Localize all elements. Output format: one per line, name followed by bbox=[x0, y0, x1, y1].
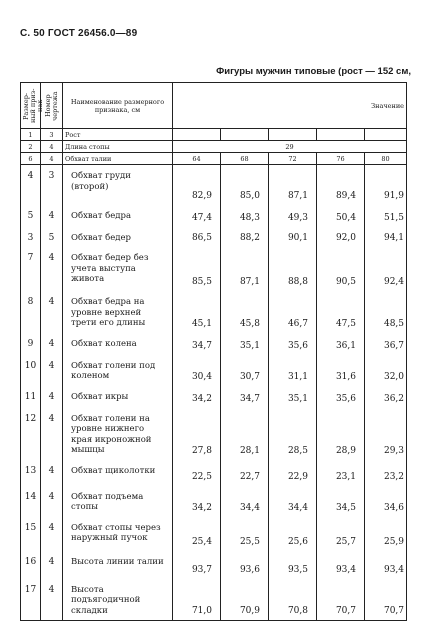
feature-value: 34,4 bbox=[221, 486, 269, 517]
table-row bbox=[21, 486, 407, 517]
feature-value: 35,6 bbox=[317, 386, 365, 408]
drawing-number: 4 bbox=[41, 247, 63, 291]
drawing-number: 4 bbox=[41, 291, 63, 333]
feature-name: Обхват талии bbox=[63, 153, 173, 165]
feature-value: 30,4 bbox=[173, 355, 221, 386]
feature-value bbox=[317, 129, 365, 141]
table-row bbox=[21, 579, 407, 621]
table-row bbox=[21, 165, 407, 205]
feature-value: 36,2 bbox=[365, 386, 407, 408]
feature-value bbox=[221, 129, 269, 141]
feature-name: Обхват подъема стопы bbox=[63, 486, 173, 517]
feature-value: 34,2 bbox=[173, 386, 221, 408]
feature-value: 22,7 bbox=[221, 460, 269, 486]
feature-name: Длина стопы bbox=[63, 141, 173, 153]
feature-value: 89,4 bbox=[317, 165, 365, 205]
feature-value: 23,1 bbox=[317, 460, 365, 486]
feature-value: 32,0 bbox=[365, 355, 407, 386]
feature-value: 35,1 bbox=[269, 386, 317, 408]
feature-value: 34,4 bbox=[269, 486, 317, 517]
feature-value: 72 bbox=[269, 153, 317, 165]
feature-value: 70,8 bbox=[269, 579, 317, 621]
feature-value: 28,5 bbox=[269, 408, 317, 460]
feature-value: 50,4 bbox=[317, 205, 365, 227]
feature-value: 31,6 bbox=[317, 355, 365, 386]
feature-number: 3 bbox=[21, 227, 41, 248]
feature-value: 34,2 bbox=[173, 486, 221, 517]
drawing-number: 4 bbox=[41, 460, 63, 486]
feature-value: 23,2 bbox=[365, 460, 407, 486]
feature-value: 45,8 bbox=[221, 291, 269, 333]
feature-value bbox=[269, 129, 317, 141]
feature-number: 11 bbox=[21, 386, 41, 408]
feature-name: Обхват стопы через наружный пучок bbox=[63, 517, 173, 551]
feature-value: 85,5 bbox=[173, 247, 221, 291]
feature-value: 48,3 bbox=[221, 205, 269, 227]
feature-value: 76 bbox=[317, 153, 365, 165]
table-row bbox=[21, 551, 407, 579]
feature-number: 9 bbox=[21, 333, 41, 355]
feature-number: 14 bbox=[21, 486, 41, 517]
table-row bbox=[21, 205, 407, 227]
table-row bbox=[21, 355, 407, 386]
drawing-number: 4 bbox=[41, 551, 63, 579]
feature-value: 25,4 bbox=[173, 517, 221, 551]
drawing-number: 4 bbox=[41, 408, 63, 460]
feature-value: 91,9 bbox=[365, 165, 407, 205]
feature-value: 68 bbox=[221, 153, 269, 165]
feature-value: 30,7 bbox=[221, 355, 269, 386]
table-row bbox=[21, 333, 407, 355]
feature-name: Обхват бедра на уровне верхней трети его длины bbox=[63, 291, 173, 333]
feature-value: 93,4 bbox=[365, 551, 407, 579]
table-row bbox=[21, 460, 407, 486]
feature-value: 34,6 bbox=[365, 486, 407, 517]
col-head-feature: Размер-ный приз-нак bbox=[21, 83, 41, 129]
feature-value: 93,6 bbox=[221, 551, 269, 579]
feature-number: 16 bbox=[21, 551, 41, 579]
feature-name: Обхват колена bbox=[63, 333, 173, 355]
feature-value: 27,8 bbox=[173, 408, 221, 460]
feature-value: 36,7 bbox=[365, 333, 407, 355]
drawing-number: 4 bbox=[41, 517, 63, 551]
col-head-value: Значение bbox=[173, 83, 407, 129]
feature-value: 25,9 bbox=[365, 517, 407, 551]
feature-value: 22,9 bbox=[269, 460, 317, 486]
feature-value: 85,0 bbox=[221, 165, 269, 205]
feature-number: 15 bbox=[21, 517, 41, 551]
table-header-row bbox=[21, 83, 407, 129]
drawing-number: 4 bbox=[41, 141, 63, 153]
feature-name: Обхват икры bbox=[63, 386, 173, 408]
feature-number: 1 bbox=[21, 129, 41, 141]
page-header: С. 50 ГОСТ 26456.0—89 bbox=[20, 28, 138, 39]
feature-name: Обхват груди (второй) bbox=[63, 165, 173, 205]
feature-value: 25,5 bbox=[221, 517, 269, 551]
feature-number: 13 bbox=[21, 460, 41, 486]
feature-name: Обхват щиколотки bbox=[63, 460, 173, 486]
col-head-name: Наименование размерного признака, см bbox=[63, 83, 173, 129]
feature-value: 47,5 bbox=[317, 291, 365, 333]
feature-value: 90,1 bbox=[269, 227, 317, 248]
feature-value: 49,3 bbox=[269, 205, 317, 227]
data-table bbox=[20, 82, 407, 621]
feature-name: Высота линии талии bbox=[63, 551, 173, 579]
feature-name: Обхват голени под коленом bbox=[63, 355, 173, 386]
feature-value: 92,0 bbox=[317, 227, 365, 248]
feature-number: 6 bbox=[21, 153, 41, 165]
feature-value: 87,1 bbox=[269, 165, 317, 205]
feature-value: 90,5 bbox=[317, 247, 365, 291]
feature-number: 5 bbox=[21, 205, 41, 227]
feature-value bbox=[173, 129, 221, 141]
feature-name: Обхват бедра bbox=[63, 205, 173, 227]
feature-value: 93,5 bbox=[269, 551, 317, 579]
feature-value: 93,4 bbox=[317, 551, 365, 579]
table-row bbox=[21, 227, 407, 248]
meta-row bbox=[21, 129, 407, 141]
feature-value: 34,7 bbox=[173, 333, 221, 355]
drawing-number: 4 bbox=[41, 579, 63, 621]
feature-value: 35,1 bbox=[221, 333, 269, 355]
feature-value: 82,9 bbox=[173, 165, 221, 205]
feature-value: 29 bbox=[173, 141, 407, 153]
table-row bbox=[21, 291, 407, 333]
feature-name: Высота подъягодичной складки bbox=[63, 579, 173, 621]
feature-value: 64 bbox=[173, 153, 221, 165]
feature-name: Обхват голени на уровне нижнего края икроножной мышцы bbox=[63, 408, 173, 460]
drawing-number: 4 bbox=[41, 333, 63, 355]
feature-value: 35,6 bbox=[269, 333, 317, 355]
feature-name: Обхват бедер без учета выступа живота bbox=[63, 247, 173, 291]
col-head-drawing: Номер чертежа bbox=[41, 83, 63, 129]
feature-value: 70,9 bbox=[221, 579, 269, 621]
feature-value: 36,1 bbox=[317, 333, 365, 355]
feature-value: 70,7 bbox=[317, 579, 365, 621]
feature-value: 28,1 bbox=[221, 408, 269, 460]
feature-number: 2 bbox=[21, 141, 41, 153]
feature-number: 7 bbox=[21, 247, 41, 291]
drawing-number: 4 bbox=[41, 153, 63, 165]
table-row bbox=[21, 408, 407, 460]
drawing-number: 3 bbox=[41, 165, 63, 205]
drawing-number: 3 bbox=[41, 129, 63, 141]
feature-value: 34,5 bbox=[317, 486, 365, 517]
feature-value: 22,5 bbox=[173, 460, 221, 486]
feature-value bbox=[365, 129, 407, 141]
table-row bbox=[21, 386, 407, 408]
feature-value: 71,0 bbox=[173, 579, 221, 621]
feature-value: 70,7 bbox=[365, 579, 407, 621]
table-row bbox=[21, 517, 407, 551]
feature-value: 87,1 bbox=[221, 247, 269, 291]
feature-value: 88,8 bbox=[269, 247, 317, 291]
feature-value: 88,2 bbox=[221, 227, 269, 248]
feature-name: Обхват бедер bbox=[63, 227, 173, 248]
feature-value: 48,5 bbox=[365, 291, 407, 333]
feature-value: 25,7 bbox=[317, 517, 365, 551]
feature-number: 10 bbox=[21, 355, 41, 386]
feature-number: 17 bbox=[21, 579, 41, 621]
feature-number: 12 bbox=[21, 408, 41, 460]
feature-value: 34,7 bbox=[221, 386, 269, 408]
drawing-number: 4 bbox=[41, 355, 63, 386]
meta-row bbox=[21, 141, 407, 153]
feature-value: 46,7 bbox=[269, 291, 317, 333]
table-row bbox=[21, 247, 407, 291]
drawing-number: 4 bbox=[41, 486, 63, 517]
feature-value: 51,5 bbox=[365, 205, 407, 227]
feature-number: 8 bbox=[21, 291, 41, 333]
feature-value: 45,1 bbox=[173, 291, 221, 333]
feature-value: 25,6 bbox=[269, 517, 317, 551]
feature-value: 80 bbox=[365, 153, 407, 165]
drawing-number: 4 bbox=[41, 205, 63, 227]
feature-value: 94,1 bbox=[365, 227, 407, 248]
feature-value: 86,5 bbox=[173, 227, 221, 248]
feature-value: 31,1 bbox=[269, 355, 317, 386]
feature-name: Рост bbox=[63, 129, 173, 141]
meta-row bbox=[21, 153, 407, 165]
feature-value: 29,3 bbox=[365, 408, 407, 460]
feature-value: 28,9 bbox=[317, 408, 365, 460]
feature-value: 93,7 bbox=[173, 551, 221, 579]
feature-value: 92,4 bbox=[365, 247, 407, 291]
drawing-number: 5 bbox=[41, 227, 63, 248]
table-title: Фигуры мужчин типовые (рост — 152 см, bbox=[216, 66, 411, 77]
feature-number: 4 bbox=[21, 165, 41, 205]
drawing-number: 4 bbox=[41, 386, 63, 408]
feature-value: 47,4 bbox=[173, 205, 221, 227]
